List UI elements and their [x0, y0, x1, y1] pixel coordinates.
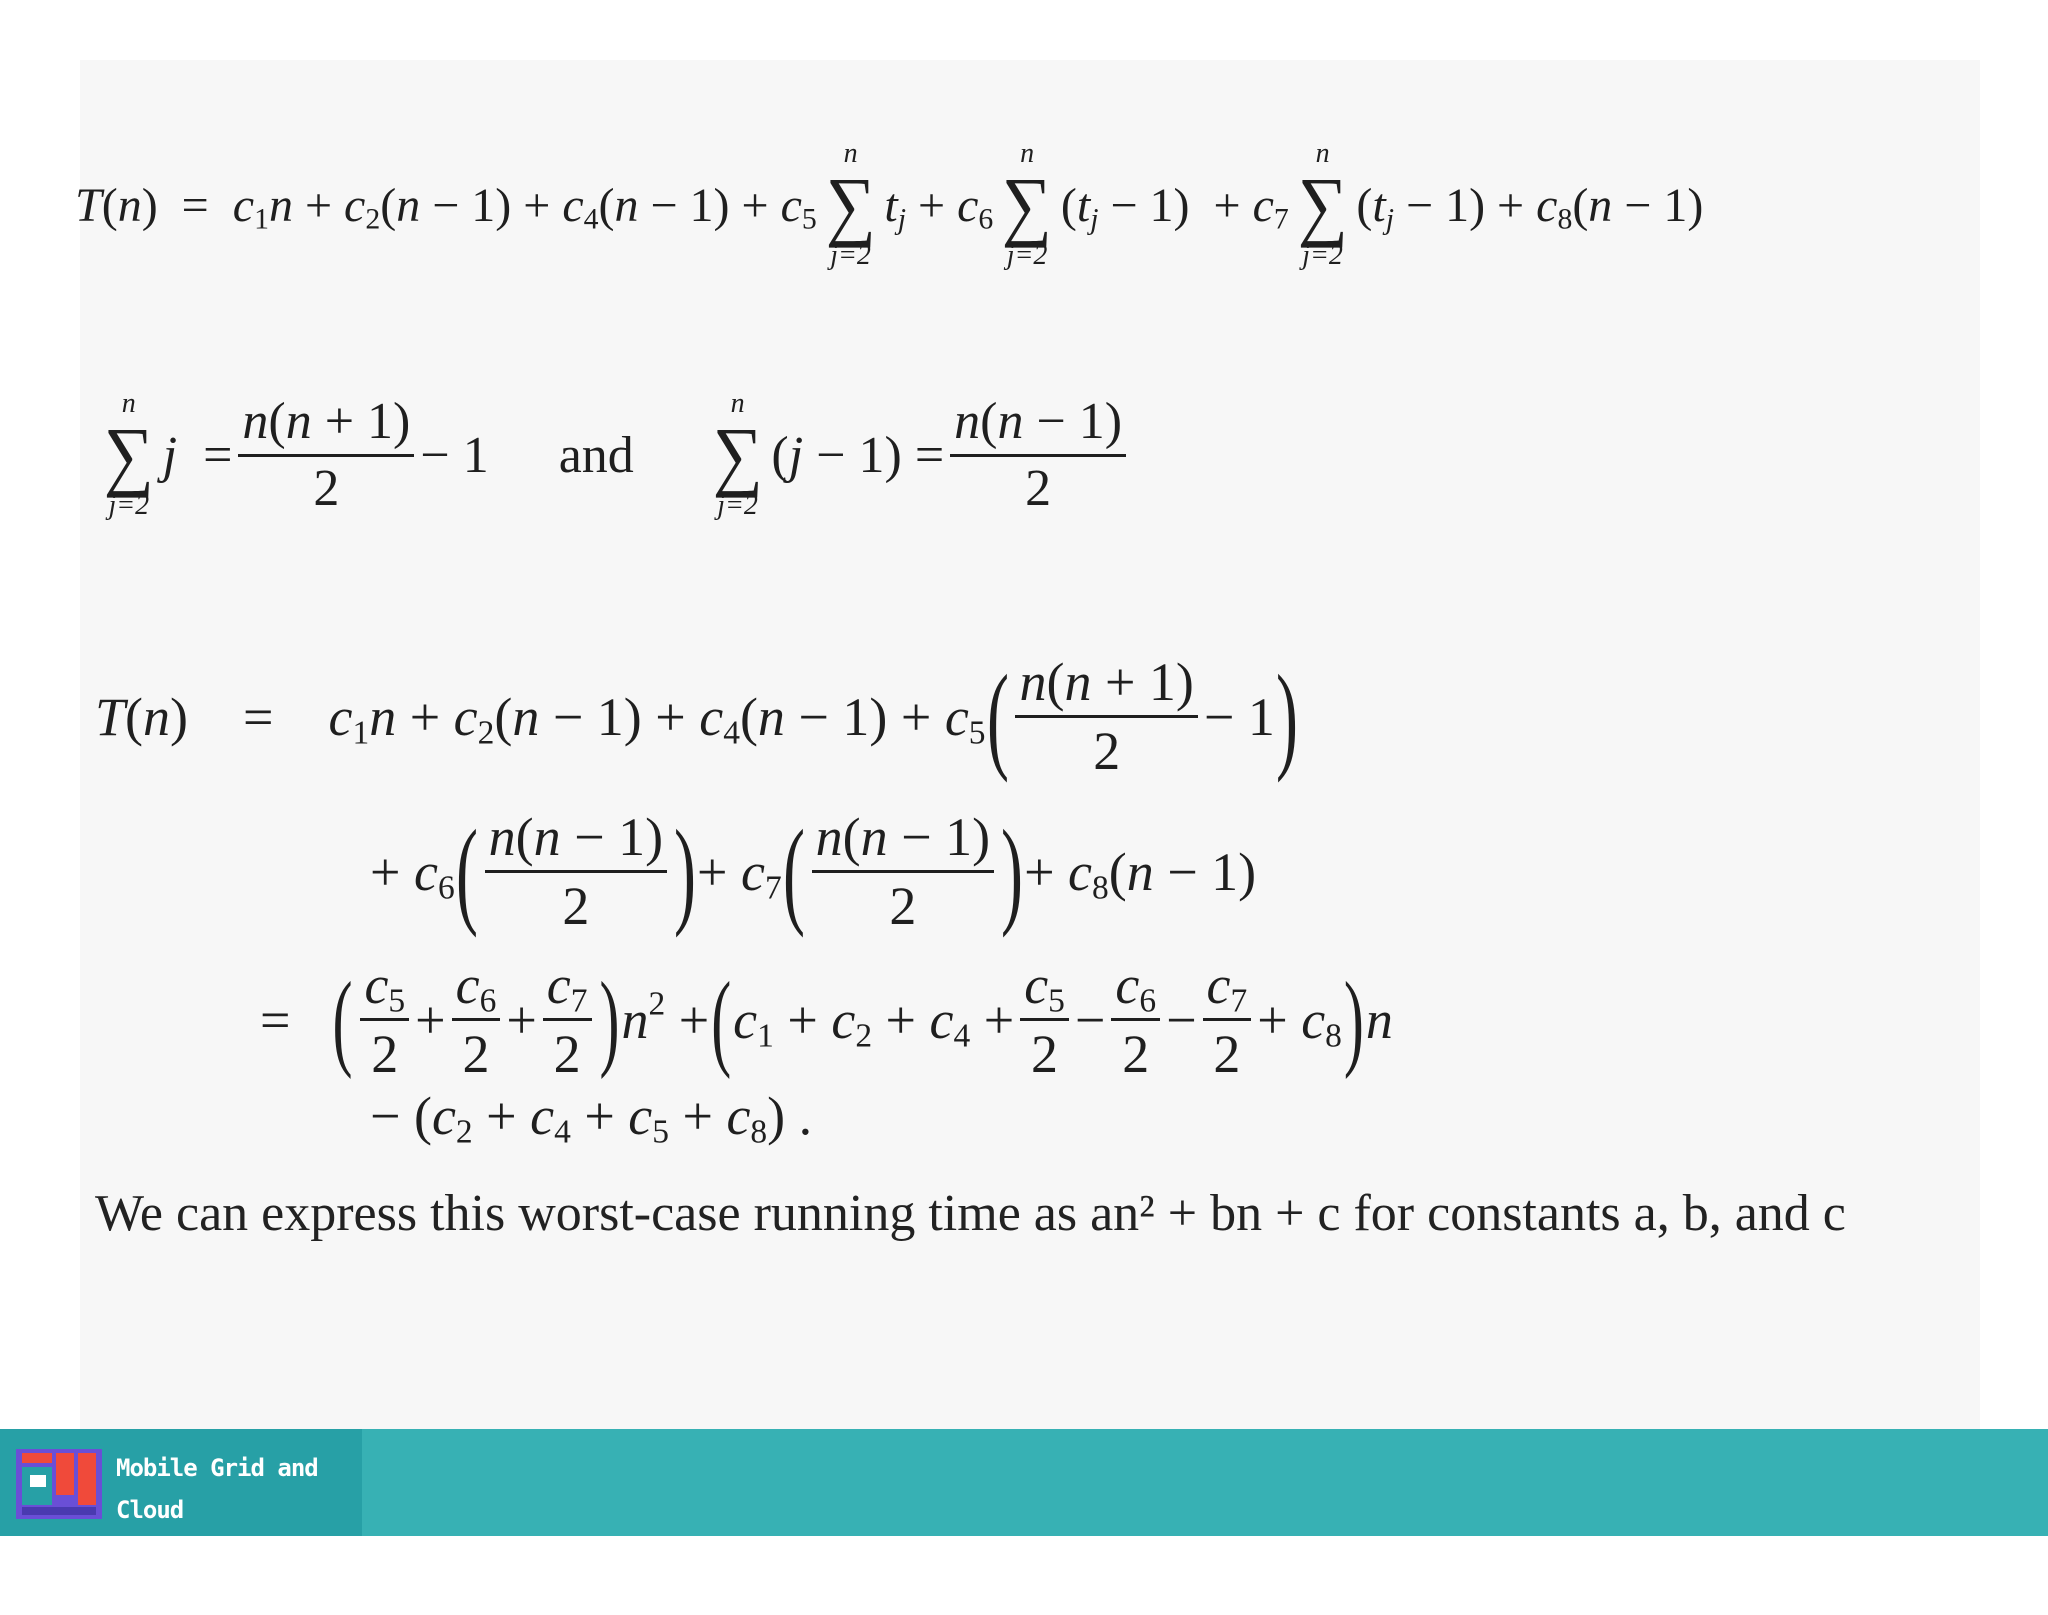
lab-logo: [0, 1429, 362, 1608]
lab-name-line-1: Mobile Grid and Cloud: [116, 1454, 318, 1524]
equation-expanded-line-2: + $c_6$ ( $\frac{n(n - 1)}{2}$ ) + $c_7$ ( $\frac{n(n - 1)}{2}$ ) + $c_8(n - 1)$: [370, 804, 1257, 938]
equation-expanded-line-4: − $(c_2 + c_4 + c_5 + c_8)$ .: [370, 1086, 813, 1151]
equation-expanded-line-1: T(n) = $c_1n + c_2(n - 1) + c_4(n - 1) + c_5$ ( $\frac{n(n + 1)}{2}$ − 1 ): [95, 649, 1298, 783]
equation-summation-identities: n ∑ j=2 j = $\frac{n(n + 1)}{2}$ − 1 and n ∑ j=2 (j − 1) = $\frac{n(n - 1)}{2}$: [95, 390, 1132, 520]
lab-logo-icon: [16, 1449, 102, 1519]
lab-name: [116, 1447, 362, 1615]
conclusion-paragraph: We can express this worst-case running time as an² + bn + c for constants a, b, and c: [95, 1185, 1846, 1242]
equation-expanded-line-3: = ( $\frac{c_5}{2}$ + $\frac{c_6}{2}$ + $\frac{c_7}{2}$ ) $n^2$ + ( $c_1 + c_2 + c_4$ + $\frac{c_5}{2}$ − $\frac{c_6}{2}$ − $\frac{c_7}{2}$ + $c_8$ ) n: [260, 955, 1393, 1084]
footer-bar: [0, 1429, 2048, 1608]
equation-running-time-sum: $T(n) = c_1n + c_2(n - 1) + c_4(n - 1) + c_5$ n ∑ j=2 $t_j + c_6$ n ∑ j=2 $(t_j - 1) + c_7$ n ∑ j=2 $(t_j - 1) + c_8(n - 1)$: [75, 138, 1704, 272]
lab-name-line-2: Computing Laboratory: [116, 1538, 251, 1608]
